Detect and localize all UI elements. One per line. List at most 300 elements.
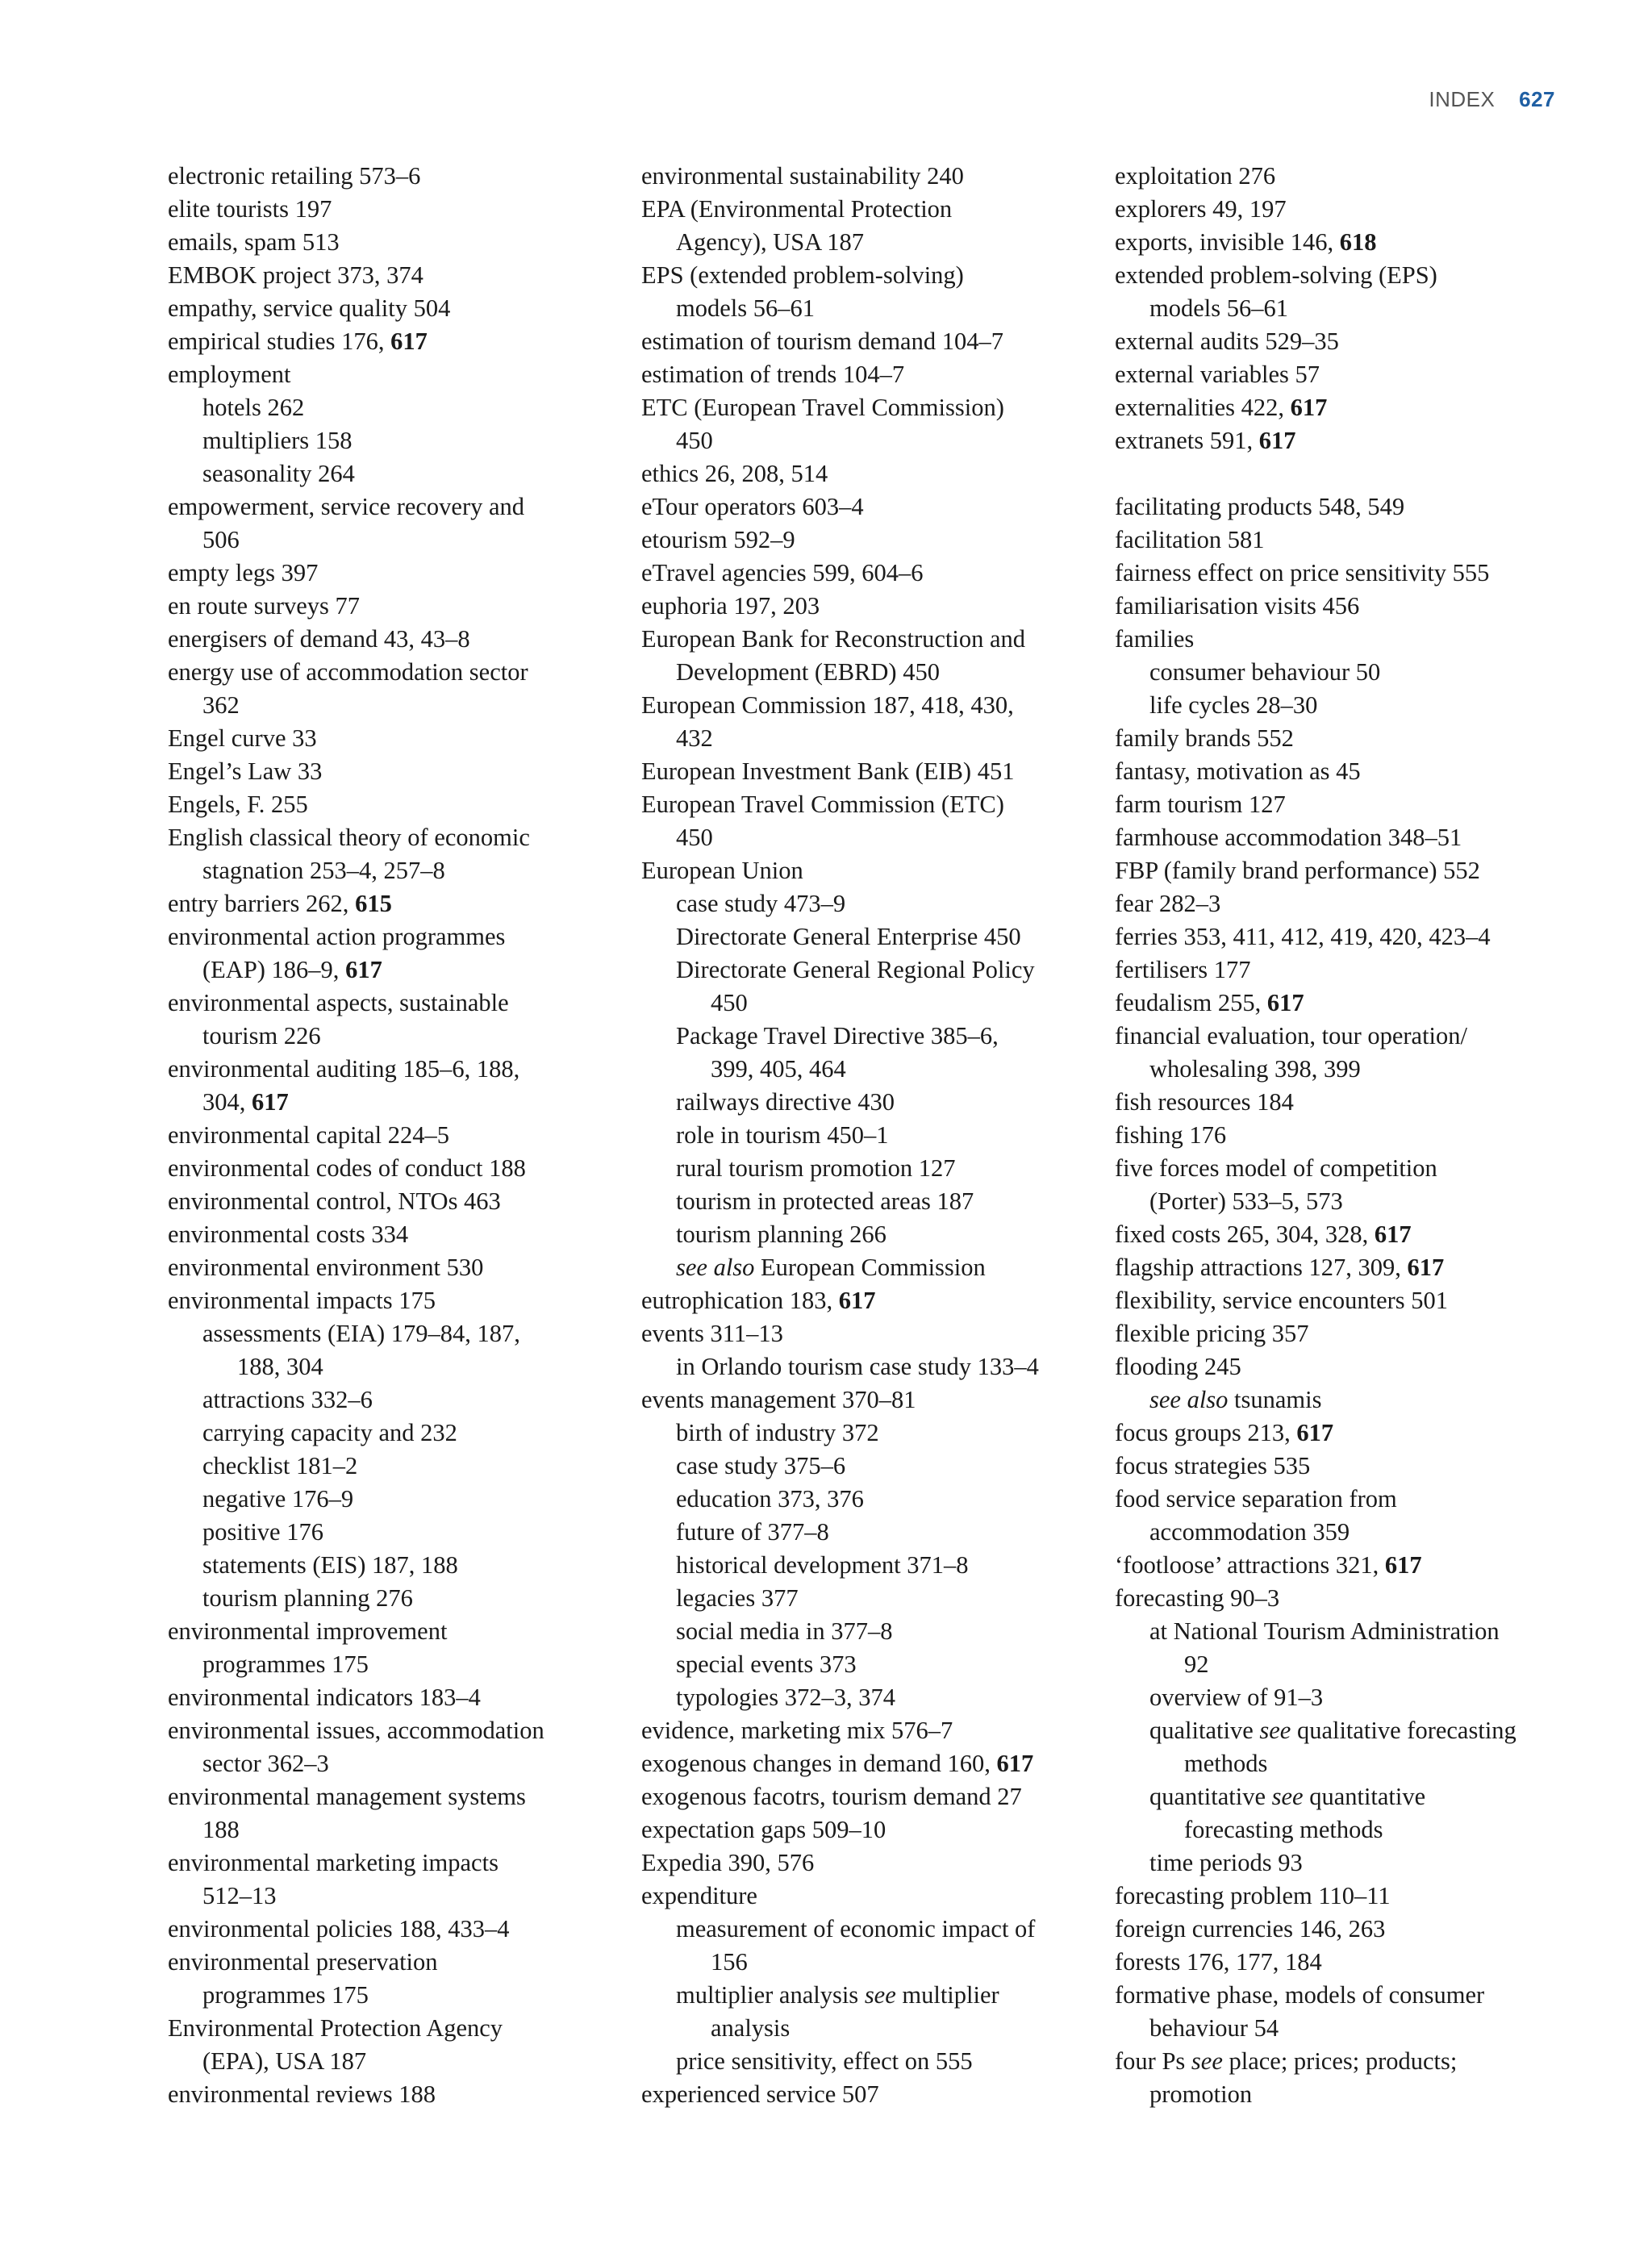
entry-text: quantitative: [1149, 1783, 1272, 1810]
index-entry: [641, 953, 1093, 1020]
index-entry-line: [641, 1913, 1093, 1946]
index-entry-line: [1115, 325, 1566, 358]
entry-text: fish resources 184: [1115, 1088, 1294, 1116]
index-entry: [168, 457, 620, 490]
index-entry-line: [168, 1053, 620, 1086]
index-entry-line: [1115, 987, 1566, 1020]
index-entry-line: [168, 490, 620, 524]
index-entry: [1115, 987, 1566, 1020]
index-entry-line: [168, 1747, 620, 1780]
index-column-1: [168, 160, 620, 2111]
entry-text: eutrophication 183,: [641, 1287, 839, 1314]
index-entry-line: [168, 1979, 620, 2012]
index-entry: [168, 424, 620, 457]
index-entry: [1115, 1582, 1566, 1615]
entry-text: expenditure: [641, 1882, 757, 1909]
entry-text: qualitative: [1149, 1717, 1260, 1744]
entry-text: future of 377–8: [676, 1518, 829, 1546]
entry-text: European Investment Bank (EIB) 451: [641, 757, 1015, 785]
entry-text: Engels, F. 255: [168, 791, 308, 818]
index-entry: [1115, 1251, 1566, 1284]
definition-page-number: 617: [1290, 394, 1328, 421]
index-entry: [168, 358, 620, 391]
index-entry: [641, 755, 1093, 788]
index-entry-line: [1115, 1284, 1566, 1317]
entry-text: (EAP) 186–9,: [202, 956, 346, 983]
index-entry-line: [168, 1549, 620, 1582]
index-entry: [168, 1119, 620, 1152]
index-entry-line: [641, 987, 1093, 1020]
index-entry: [168, 1516, 620, 1549]
index-entry: [1115, 259, 1566, 325]
index-entry: [1115, 722, 1566, 755]
entry-text: accommodation 359: [1149, 1518, 1350, 1546]
index-entry-line: [168, 1284, 620, 1317]
index-entry-line: [1115, 623, 1566, 656]
entry-text: 156: [711, 1948, 748, 1976]
index-entry: [641, 193, 1093, 259]
index-entry: [641, 1747, 1093, 1780]
index-entry: [641, 1185, 1093, 1218]
index-entry-line: [641, 953, 1093, 987]
index-entry: [641, 1119, 1093, 1152]
entry-text: expectation gaps 509–10: [641, 1816, 886, 1843]
see-also-reference: see also: [676, 1254, 755, 1281]
entry-text: ‘footloose’ attractions 321,: [1115, 1551, 1385, 1579]
index-entry-line: [641, 193, 1093, 226]
entry-text: tourism planning 276: [202, 1584, 413, 1612]
index-entry: [1115, 358, 1566, 391]
entry-text: families: [1115, 625, 1195, 653]
entry-text: hotels 262: [202, 394, 305, 421]
index-entry: [168, 887, 620, 920]
index-entry-line: [641, 1119, 1093, 1152]
index-entry: [168, 920, 620, 987]
index-entry: [641, 1450, 1093, 1483]
index-entry-line: [168, 325, 620, 358]
index-entry-line: [641, 1549, 1093, 1582]
entry-text: forests 176, 177, 184: [1115, 1948, 1322, 1976]
index-entry-line: [1115, 2045, 1566, 2078]
index-entry-line: [168, 1615, 620, 1648]
see-reference: see: [1271, 1783, 1304, 1810]
entry-text: four Ps: [1115, 2047, 1191, 2075]
entry-text: estimation of trends 104–7: [641, 361, 905, 388]
index-entry-line: [168, 1417, 620, 1450]
entry-text: focus strategies 535: [1115, 1452, 1311, 1479]
entry-text: consumer behaviour 50: [1149, 658, 1381, 686]
index-entry: [641, 920, 1093, 953]
entry-text: events management 370–81: [641, 1386, 916, 1413]
index-entry-line: [641, 424, 1093, 457]
index-entry: [1115, 1383, 1566, 1417]
entry-text: externalities 422,: [1115, 394, 1291, 421]
entry-text: forecasting methods: [1184, 1816, 1383, 1843]
index-entry: [1115, 1086, 1566, 1119]
entry-text: birth of industry 372: [676, 1419, 879, 1446]
index-entry: [1115, 1417, 1566, 1450]
index-entry-line: [168, 1020, 620, 1053]
index-entry-line: [1115, 1086, 1566, 1119]
entry-text: farm tourism 127: [1115, 791, 1286, 818]
entry-text: forecasting 90–3: [1115, 1584, 1280, 1612]
entry-text: environmental sustainability 240: [641, 162, 964, 190]
index-entry-line: [168, 1350, 620, 1383]
index-entry-line: [1115, 1648, 1566, 1681]
entry-text: environmental environment 530: [168, 1254, 484, 1281]
entry-text: environmental issues, accommodation: [168, 1717, 544, 1744]
index-entry: [641, 2078, 1093, 2111]
index-entry-line: [168, 953, 620, 987]
entry-text: fishing 176: [1115, 1121, 1227, 1149]
entry-text: focus groups 213,: [1115, 1419, 1297, 1446]
index-entry-line: [168, 457, 620, 490]
entry-text: positive 176: [202, 1518, 323, 1546]
entry-text: 304,: [202, 1088, 252, 1116]
entry-text: 362: [202, 691, 240, 719]
index-entry: [641, 259, 1093, 325]
index-entry-line: [168, 1450, 620, 1483]
section-gap: [1115, 457, 1566, 490]
entry-text: events 311–13: [641, 1320, 783, 1347]
index-entry: [641, 1218, 1093, 1251]
entry-text: environmental capital 224–5: [168, 1121, 449, 1149]
index-entry-line: [168, 160, 620, 193]
entry-text: experienced service 507: [641, 2080, 879, 2108]
entry-text: Package Travel Directive 385–6,: [676, 1022, 999, 1049]
index-entry: [168, 1483, 620, 1516]
index-entry-line: [168, 292, 620, 325]
entry-text: flexibility, service encounters 501: [1115, 1287, 1449, 1314]
entry-text: quantitative: [1303, 1783, 1426, 1810]
index-entry: [1115, 689, 1566, 722]
index-entry: [1115, 226, 1566, 259]
index-entry: [1115, 1483, 1566, 1549]
entry-text: environmental action programmes: [168, 923, 506, 950]
entry-text: multipliers 158: [202, 427, 353, 454]
index-entry-line: [1115, 1913, 1566, 1946]
index-entry-line: [1115, 160, 1566, 193]
entry-text: 450: [676, 824, 713, 851]
index-entry-line: [1115, 1317, 1566, 1350]
entry-text: 188, 304: [237, 1353, 323, 1380]
index-entry: [1115, 1152, 1566, 1218]
index-entry-line: [168, 1483, 620, 1516]
index-entry-line: [641, 259, 1093, 292]
index-entry: [1115, 490, 1566, 524]
entry-text: environmental impacts 175: [168, 1287, 436, 1314]
index-entry: [641, 160, 1093, 193]
index-entry-line: [1115, 1946, 1566, 1979]
index-entry: [641, 524, 1093, 557]
index-entry-line: [641, 623, 1093, 656]
header-label: INDEX: [1429, 87, 1496, 111]
index-entry-line: [641, 1483, 1093, 1516]
see-reference: see: [1259, 1717, 1291, 1744]
index-entry-line: [1115, 788, 1566, 821]
entry-text: environmental auditing 185–6, 188,: [168, 1055, 520, 1083]
entry-text: life cycles 28–30: [1149, 691, 1318, 719]
entry-text: energisers of demand 43, 43–8: [168, 625, 470, 653]
index-entry-line: [1115, 1020, 1566, 1053]
entry-text: family brands 552: [1115, 724, 1294, 752]
entry-text: in Orlando tourism case study 133–4: [676, 1353, 1039, 1380]
index-entry-line: [641, 1020, 1093, 1053]
entry-text: Environmental Protection Agency: [168, 2014, 503, 2042]
index-entry: [168, 391, 620, 424]
entry-text: railways directive 430: [676, 1088, 895, 1116]
index-entry: [641, 1813, 1093, 1846]
index-entry-line: [168, 1880, 620, 1913]
entry-text: employment: [168, 361, 291, 388]
index-entry: [168, 1946, 620, 2012]
entry-text: eTour operators 603–4: [641, 493, 864, 520]
index-entry: [641, 1681, 1093, 1714]
index-entry: [641, 1483, 1093, 1516]
index-entry-line: [641, 160, 1093, 193]
entry-text: education 373, 376: [676, 1485, 864, 1513]
index-entry: [1115, 1979, 1566, 2045]
definition-page-number: 617: [390, 328, 428, 355]
index-entry-line: [168, 821, 620, 854]
entry-text: role in tourism 450–1: [676, 1121, 889, 1149]
entry-text: euphoria 197, 203: [641, 592, 820, 620]
index-entry: [1115, 424, 1566, 457]
index-entry-line: [1115, 689, 1566, 722]
entry-text: checklist 181–2: [202, 1452, 358, 1479]
entry-text: farmhouse accommodation 348–51: [1115, 824, 1462, 851]
entry-text: fairness effect on price sensitivity 555: [1115, 559, 1490, 586]
index-entry-line: [168, 887, 620, 920]
index-entry-line: [641, 2012, 1093, 2045]
index-entry-line: [641, 1648, 1093, 1681]
index-entry: [641, 557, 1093, 590]
index-entry-line: [1115, 1714, 1566, 1747]
index-entry: [168, 722, 620, 755]
entry-text: stagnation 253–4, 257–8: [202, 857, 445, 884]
entry-text: programmes 175: [202, 1650, 369, 1678]
index-entry: [641, 2045, 1093, 2078]
index-entry-line: [641, 656, 1093, 689]
index-entry: [1115, 656, 1566, 689]
index-entry-line: [641, 1846, 1093, 1880]
definition-page-number: 617: [1407, 1254, 1445, 1281]
index-entry: [641, 1284, 1093, 1317]
index-entry: [1115, 1681, 1566, 1714]
index-entry-line: [641, 490, 1093, 524]
index-entry-line: [1115, 292, 1566, 325]
entry-text: tsunamis: [1228, 1386, 1322, 1413]
index-entry-line: [641, 557, 1093, 590]
index-entry-line: [168, 226, 620, 259]
entry-text: facilitation 581: [1115, 526, 1265, 553]
index-entry-line: [1115, 1780, 1566, 1813]
index-entry: [168, 1383, 620, 1417]
index-entry: [1115, 160, 1566, 193]
entry-text: seasonality 264: [202, 460, 355, 487]
entry-text: Directorate General Regional Policy: [676, 956, 1035, 983]
entry-text: 399, 405, 464: [711, 1055, 846, 1083]
index-entry: [168, 623, 620, 656]
running-header: [1429, 87, 1555, 112]
entry-text: formative phase, models of consumer: [1115, 1981, 1485, 2009]
index-entry: [1115, 623, 1566, 656]
index-column-3: [1115, 160, 1566, 2111]
entry-text: emails, spam 513: [168, 228, 340, 256]
index-entry-line: [1115, 1880, 1566, 1913]
entry-text: price sensitivity, effect on 555: [676, 2047, 973, 2075]
index-entry: [641, 788, 1093, 854]
index-entry: [1115, 1284, 1566, 1317]
entry-text: environmental management systems: [168, 1783, 526, 1810]
index-entry: [168, 755, 620, 788]
index-entry: [1115, 920, 1566, 953]
entry-text: (Porter) 533–5, 573: [1149, 1187, 1343, 1215]
definition-page-number: 618: [1339, 228, 1377, 256]
entry-text: entry barriers 262,: [168, 890, 356, 917]
index-entry: [641, 1880, 1093, 1913]
index-entry: [641, 854, 1093, 887]
index-entry-line: [168, 1119, 620, 1152]
index-entry-line: [168, 1383, 620, 1417]
index-entry-line: [168, 1648, 620, 1681]
index-entry: [168, 2078, 620, 2111]
index-entry: [641, 1913, 1093, 1979]
index-entry-line: [641, 1582, 1093, 1615]
index-entry: [641, 1979, 1093, 2045]
index-entry-line: [168, 1218, 620, 1251]
index-entry-line: [1115, 953, 1566, 987]
index-entry: [1115, 1350, 1566, 1383]
entry-text: carrying capacity and 232: [202, 1419, 457, 1446]
entry-text: Engel’s Law 33: [168, 757, 323, 785]
index-entry-line: [641, 1284, 1093, 1317]
entry-text: tourism in protected areas 187: [676, 1187, 974, 1215]
index-entry-line: [641, 887, 1093, 920]
entry-text: foreign currencies 146, 263: [1115, 1915, 1386, 1942]
entry-text: EPA (Environmental Protection: [641, 195, 953, 223]
index-entry: [168, 656, 620, 722]
index-entry-line: [168, 1185, 620, 1218]
index-entry-line: [1115, 1251, 1566, 1284]
entry-text: environmental aspects, sustainable: [168, 989, 509, 1016]
index-entry: [1115, 1317, 1566, 1350]
index-entry: [641, 1152, 1093, 1185]
index-entry: [1115, 557, 1566, 590]
index-entry-line: [1115, 854, 1566, 887]
index-entry-line: [1115, 1582, 1566, 1615]
index-entry-line: [1115, 1516, 1566, 1549]
entry-text: promotion: [1149, 2080, 1253, 2108]
index-entry-line: [641, 1218, 1093, 1251]
index-entry: [168, 490, 620, 557]
index-entry-line: [1115, 722, 1566, 755]
entry-text: European Bank for Reconstruction and: [641, 625, 1025, 653]
index-entry: [641, 490, 1093, 524]
entry-text: European Commission 187, 418, 430,: [641, 691, 1014, 719]
entry-text: models 56–61: [676, 294, 815, 322]
index-entry: [168, 821, 620, 887]
entry-text: empowerment, service recovery and: [168, 493, 525, 520]
index-entry-line: [1115, 2078, 1566, 2111]
index-entry: [641, 887, 1093, 920]
index-entry-line: [1115, 920, 1566, 953]
index-entry-line: [641, 821, 1093, 854]
index-entry-line: [1115, 226, 1566, 259]
index-entry: [168, 226, 620, 259]
index-entry: [168, 1284, 620, 1317]
index-entry-line: [168, 2078, 620, 2111]
index-entry: [168, 987, 620, 1053]
entry-text: fertilisers 177: [1115, 956, 1251, 983]
index-entry-line: [1115, 1417, 1566, 1450]
index-entry-line: [168, 1086, 620, 1119]
index-entry-line: [641, 2045, 1093, 2078]
index-entry-line: [641, 1813, 1093, 1846]
entry-text: ferries 353, 411, 412, 419, 420, 423–4: [1115, 923, 1491, 950]
index-entry: [641, 1417, 1093, 1450]
index-entry: [641, 1549, 1093, 1582]
index-entry-line: [168, 557, 620, 590]
index-entry: [168, 1681, 620, 1714]
index-entry-line: [168, 854, 620, 887]
index-entry-line: [641, 391, 1093, 424]
index-entry-line: [641, 1450, 1093, 1483]
entry-text: empty legs 397: [168, 559, 319, 586]
index-entry-line: [641, 358, 1093, 391]
entry-text: 450: [676, 427, 713, 454]
index-entry-line: [168, 1780, 620, 1813]
index-entry: [168, 557, 620, 590]
index-entry-line: [168, 391, 620, 424]
entry-text: sector 362–3: [202, 1750, 329, 1777]
index-entry: [1115, 2045, 1566, 2111]
index-entry: [168, 259, 620, 292]
entry-text: empirical studies 176,: [168, 328, 391, 355]
entry-text: European Travel Commission (ETC): [641, 791, 1004, 818]
index-entry-line: [168, 1946, 620, 1979]
entry-text: rural tourism promotion 127: [676, 1154, 956, 1182]
index-entry: [641, 1383, 1093, 1417]
index-entry-line: [168, 1516, 620, 1549]
entry-text: environmental reviews 188: [168, 2080, 436, 2108]
entry-text: wholesaling 398, 399: [1149, 1055, 1361, 1083]
index-entry-line: [641, 226, 1093, 259]
index-entry-line: [1115, 656, 1566, 689]
index-entry-line: [1115, 821, 1566, 854]
entry-text: typologies 372–3, 374: [676, 1684, 895, 1711]
index-entry-line: [641, 689, 1093, 722]
index-entry-line: [168, 1152, 620, 1185]
index-entry-line: [168, 788, 620, 821]
index-entry-line: [168, 1846, 620, 1880]
index-entry-line: [1115, 1813, 1566, 1846]
entry-text: environmental control, NTOs 463: [168, 1187, 501, 1215]
index-entry-line: [641, 1747, 1093, 1780]
entry-text: special events 373: [676, 1650, 857, 1678]
see-also-reference: see also: [1149, 1386, 1229, 1413]
index-entry-line: [1115, 1350, 1566, 1383]
entry-text: environmental marketing impacts: [168, 1849, 499, 1876]
entry-text: environmental costs 334: [168, 1221, 409, 1248]
index-entry: [641, 1846, 1093, 1880]
entry-text: estimation of tourism demand 104–7: [641, 328, 1003, 355]
entry-text: 450: [711, 989, 748, 1016]
index-entry-line: [168, 1813, 620, 1846]
index-entry-line: [168, 689, 620, 722]
index-entry: [168, 1913, 620, 1946]
index-entry: [168, 1450, 620, 1483]
